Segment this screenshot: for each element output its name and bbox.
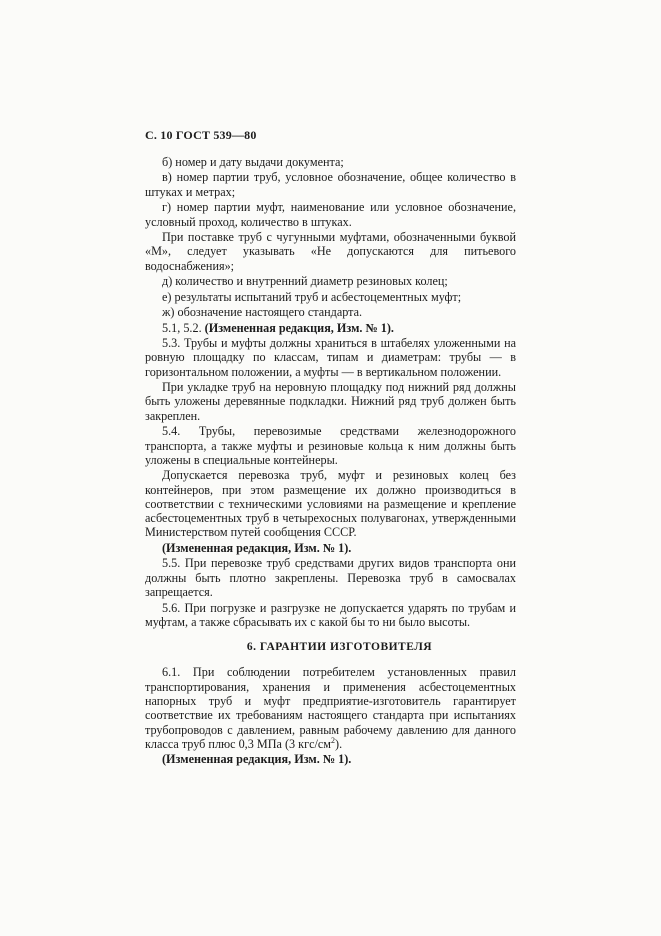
list-item-e: е) результаты испытаний труб и асбестоцементных муфт; bbox=[162, 289, 462, 304]
paragraph-5-4: 5.4. Трубы, перевозимые средствами железнодорожного транспорта, а также муфты и резиновые кольца к ним должны быть уложены в специальные контейнеры. bbox=[145, 424, 516, 467]
list-item-zh: ж) обозначение настоящего стандарта. bbox=[162, 305, 363, 320]
superscript: 2 bbox=[331, 735, 336, 745]
paragraph-6-1-text: 6.1. При соблюдении потребителем установленных правил транспортирования, хранения и применения асбестоцементных напорных труб и муфт предприятие-изготовитель гарантирует соответствие их требованиям настоящего стандарта при испытаниях трубопроводов с давлением, равным рабочему давлению для данного класса труб плюс 0,3 МПа (3 кгс/см bbox=[145, 665, 516, 751]
page-header: С. 10 ГОСТ 539—80 bbox=[145, 128, 257, 142]
paragraph-transport-allowed: Допускается перевозка труб, муфт и резиновых колец без контейнеров, при этом размещение их должно производиться в соответствии с техническими условиями на размещение и крепление асбестоцементных труб в четырехосных полувагонах, утвержденными Министерством путей сообщения СССР. bbox=[145, 468, 516, 540]
list-item-d: д) количество и внутренний диаметр резиновых колец; bbox=[162, 274, 448, 289]
paragraph-6-1 bbox=[145, 665, 516, 751]
document-body bbox=[145, 155, 516, 768]
amendment-label: (Измененная редакция, Изм. № 1). bbox=[204, 320, 394, 335]
list-item-v: в) номер партии труб, условное обозначение, общее количество в штуках и метрах; bbox=[145, 170, 516, 199]
paragraph-5-5: 5.5. При перевозке труб средствами других видов транспорта они должны быть плотно закреплены. Перевозка труб в самосвалах запрещается. bbox=[145, 556, 516, 600]
amendment-note-6-1: (Измененная редакция, Изм. № 1). bbox=[162, 752, 352, 767]
list-item-g: г) номер партии муфт, наименование или условное обозначение, условный проход, количество в штуках. bbox=[145, 200, 516, 229]
amendment-prefix: 5.1, 5.2. bbox=[162, 320, 205, 335]
amendment-note-5-4: (Измененная редакция, Изм. № 1). bbox=[162, 540, 352, 555]
paragraph-uneven-ground: При укладке труб на неровную площадку под нижний ряд должны быть уложены деревянные подкладки. Нижний ряд труб должен быть закреплен. bbox=[145, 380, 516, 423]
paragraph-5-3: 5.3. Трубы и муфты должны храниться в штабелях уложенными на ровную площадку по классам, типам и диаметрам: трубы — в горизонтальном положении, а муфты — в вертикальном положении. bbox=[145, 336, 516, 379]
list-item-b: б) номер и дату выдачи документа; bbox=[162, 155, 344, 169]
paragraph-6-1-end: ). bbox=[335, 736, 343, 751]
paragraph-5-6: 5.6. При погрузке и разгрузке не допускается ударять по трубам и муфтам, а также сбрасывать их с какой бы то ни было высоты. bbox=[145, 600, 516, 629]
paragraph-cast-iron-couplings: При поставке труб с чугунными муфтами, обозначенными буквой «М», следует указывать «Не допускаются для питьевого водоснабжения»; bbox=[145, 230, 516, 273]
amendment-note-5-1 bbox=[145, 321, 516, 335]
section-title: 6. ГАРАНТИИ ИЗГОТОВИТЕЛЯ bbox=[246, 641, 433, 654]
